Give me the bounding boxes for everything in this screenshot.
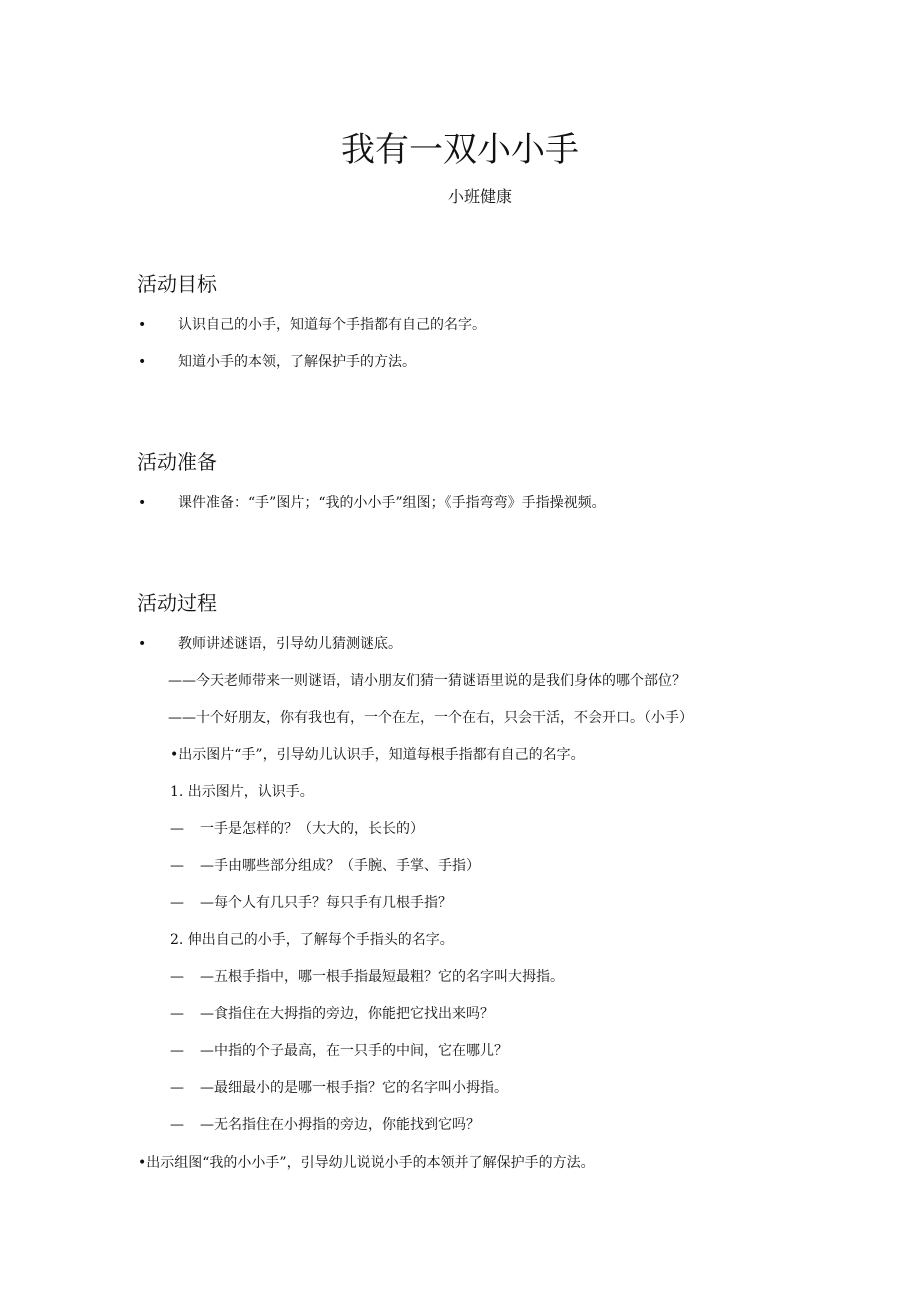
bullet-marker: • <box>138 354 147 370</box>
goal-item: 认识自己的小手，知道每个手指都有自己的名字。 <box>178 317 486 333</box>
dash-marker: — <box>170 895 184 911</box>
process-step: •出示组图“我的小小手”，引导幼儿说说小手的本领并了解保护手的方法。 <box>138 1155 595 1171</box>
section-heading-preparation: 活动准备 <box>137 450 217 474</box>
section-heading-process: 活动过程 <box>137 591 217 615</box>
question-item: —食指住在大拇指的旁边，你能把它找出来吗？ <box>200 1006 494 1022</box>
question-item: —最细最小的是哪一根手指？它的名字叫小拇指。 <box>200 1080 508 1096</box>
page-title: 我有一双小小手 <box>341 130 579 170</box>
dash-marker: — <box>170 858 184 874</box>
bullet-marker: • <box>138 636 147 652</box>
question-item: —五根手指中，哪一根手指最短最粗？它的名字叫大拇指。 <box>200 969 564 985</box>
page-subtitle: 小班健康 <box>447 187 512 206</box>
question-item: —中指的个子最高，在一只手的中间，它在哪儿？ <box>200 1043 508 1059</box>
process-step: •出示图片“手”，引导幼儿认识手，知道每根手指都有自己的名字。 <box>170 747 585 763</box>
preparation-item: 课件准备：“手”图片；“我的小小手”组图；《手指弯弯》手指操视频。 <box>178 495 606 511</box>
bullet-marker: • <box>138 495 147 511</box>
dash-marker: — <box>170 1117 184 1133</box>
section-heading-goals: 活动目标 <box>137 272 217 296</box>
question-item: —每个人有几只手？每只手有几根手指？ <box>200 895 452 911</box>
question-item: —无名指住在小拇指的旁边，你能找到它吗？ <box>200 1117 480 1133</box>
sub-heading: 2. 伸出自己的小手，了解每个手指头的名字。 <box>170 932 454 948</box>
dash-marker: — <box>170 969 184 985</box>
dash-marker: — <box>170 821 184 837</box>
dash-marker: — <box>170 1080 184 1096</box>
dash-marker: — <box>170 1006 184 1022</box>
process-step: 教师讲述谜语，引导幼儿猜测谜底。 <box>178 636 402 652</box>
goal-item: 知道小手的本领，了解保护手的方法。 <box>178 354 416 370</box>
riddle-line: ——今天老师带来一则谜语，请小朋友们猜一猜谜语里说的是我们身体的哪个部位？ <box>168 673 686 689</box>
dash-marker: — <box>170 1043 184 1059</box>
bullet-marker: • <box>138 317 147 333</box>
sub-heading: 1. 出示图片，认识手。 <box>170 784 314 800</box>
riddle-line: ——十个好朋友，你有我也有，一个在左，一个在右，只会干活，不会开口。（小手） <box>168 710 693 726</box>
question-item: —手由哪些部分组成？（手腕、手掌、手指） <box>200 858 480 874</box>
question-item: 一手是怎样的？（大大的，长长的） <box>200 821 424 837</box>
